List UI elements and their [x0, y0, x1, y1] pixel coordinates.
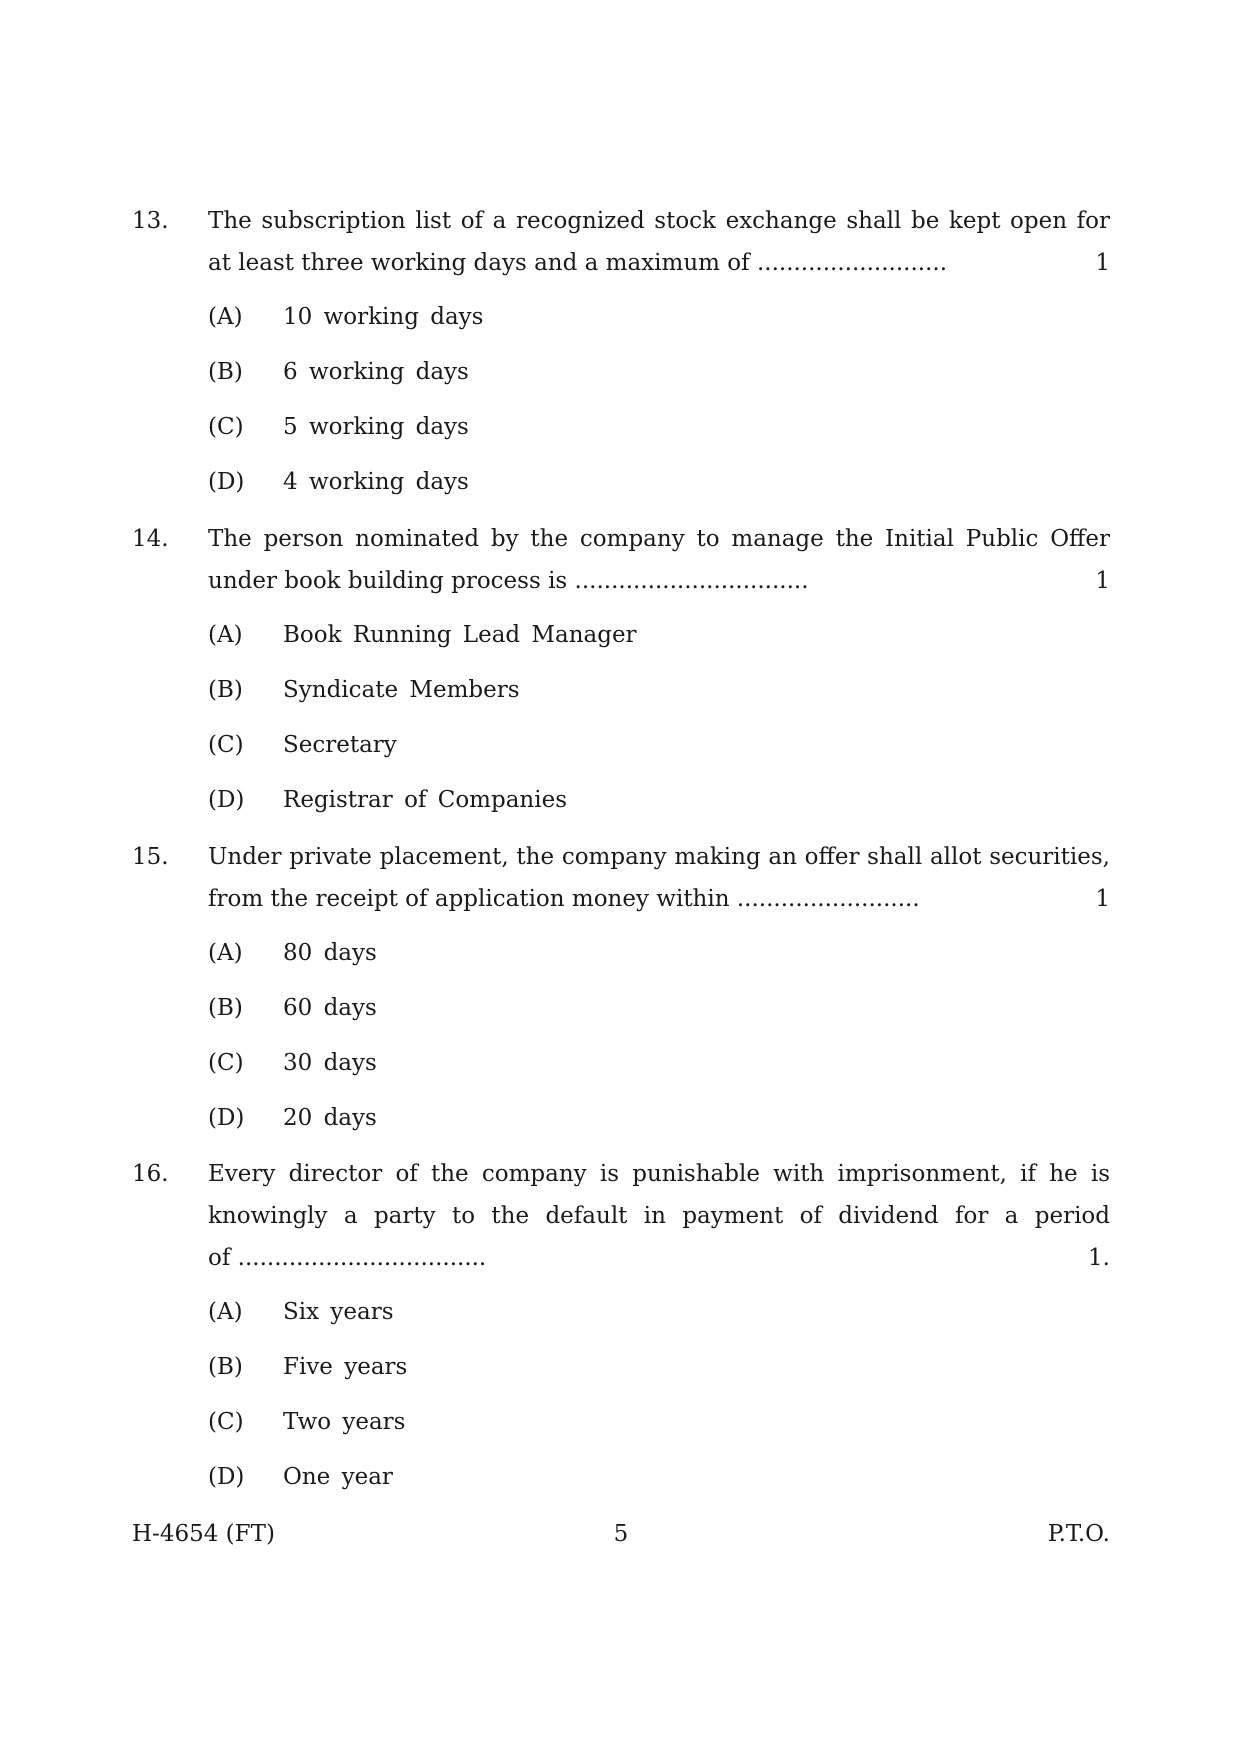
option-label: (C) [208, 732, 244, 758]
option-label: (A) [208, 622, 243, 648]
option-text: Syndicate Members [283, 677, 520, 703]
question-marks: 1 [1095, 568, 1110, 594]
option-b [132, 1346, 1110, 1401]
option-label: (B) [208, 359, 243, 385]
option-text: 5 working days [283, 414, 469, 440]
question-marks: 1 [1095, 250, 1110, 276]
question-14 [132, 518, 1110, 834]
question-15 [132, 836, 1110, 1152]
option-label: (D) [208, 1464, 245, 1490]
option-label: (A) [208, 940, 243, 966]
question-line-1: The person nominated by the company to manage the Initial Public Offer [208, 526, 1110, 552]
options-list [132, 1291, 1110, 1511]
option-text: Five years [283, 1354, 408, 1380]
paper-code: H-4654 (FT) [132, 1521, 275, 1547]
option-c [132, 1401, 1110, 1456]
option-label: (C) [208, 1409, 244, 1435]
option-label: (B) [208, 995, 243, 1021]
option-c [132, 406, 1110, 461]
option-label: (B) [208, 1354, 243, 1380]
question-number: 15. [132, 844, 169, 870]
question-number: 13. [132, 208, 169, 234]
option-d [132, 1097, 1110, 1152]
option-c [132, 724, 1110, 779]
question-line-3: of .................................. [208, 1245, 487, 1271]
question-text [208, 1153, 1110, 1279]
question-line-2: under book building process is ................................ [208, 568, 809, 594]
options-list [132, 296, 1110, 516]
question-marks: 1. [1088, 1245, 1110, 1271]
question-marks: 1 [1095, 886, 1110, 912]
please-turn-over: P.T.O. [1047, 1521, 1110, 1547]
option-label: (D) [208, 469, 245, 495]
option-text: One year [283, 1464, 393, 1490]
question-line-2: knowingly a party to the default in payment of dividend for a period [208, 1203, 1110, 1229]
option-text: 4 working days [283, 469, 469, 495]
option-text: Registrar of Companies [283, 787, 568, 813]
option-text: 20 days [283, 1105, 377, 1131]
option-text: 60 days [283, 995, 377, 1021]
option-label: (A) [208, 304, 243, 330]
question-text [208, 836, 1110, 920]
question-line-1: Under private placement, the company making an offer shall allot securities, [208, 844, 1110, 870]
question-number: 14. [132, 526, 169, 552]
option-a [132, 614, 1110, 669]
option-text: Two years [283, 1409, 406, 1435]
option-b [132, 669, 1110, 724]
option-text: 30 days [283, 1050, 377, 1076]
option-a [132, 296, 1110, 351]
option-text: Book Running Lead Manager [283, 622, 637, 648]
options-list [132, 614, 1110, 834]
option-d [132, 461, 1110, 516]
question-line-2: at least three working days and a maximum of .......................... [208, 250, 948, 276]
page-number: 5 [613, 1521, 629, 1547]
option-text: Secretary [283, 732, 397, 758]
option-text: 10 working days [283, 304, 484, 330]
option-a [132, 932, 1110, 987]
option-d [132, 779, 1110, 834]
question-13 [132, 200, 1110, 516]
option-text: Six years [283, 1299, 394, 1325]
question-text [208, 518, 1110, 602]
option-d [132, 1456, 1110, 1511]
option-a [132, 1291, 1110, 1346]
option-label: (C) [208, 1050, 244, 1076]
option-text: 80 days [283, 940, 377, 966]
option-label: (C) [208, 414, 244, 440]
option-label: (B) [208, 677, 243, 703]
question-number: 16. [132, 1161, 169, 1187]
options-list [132, 932, 1110, 1152]
option-b [132, 987, 1110, 1042]
question-16 [132, 1153, 1110, 1511]
option-text: 6 working days [283, 359, 469, 385]
option-label: (D) [208, 1105, 245, 1131]
question-line-1: Every director of the company is punishable with imprisonment, if he is [208, 1161, 1110, 1187]
question-line-2: from the receipt of application money within ......................... [208, 886, 920, 912]
option-label: (A) [208, 1299, 243, 1325]
option-label: (D) [208, 787, 245, 813]
option-b [132, 351, 1110, 406]
question-line-1: The subscription list of a recognized stock exchange shall be kept open for [208, 208, 1110, 234]
option-c [132, 1042, 1110, 1097]
question-text [208, 200, 1110, 284]
